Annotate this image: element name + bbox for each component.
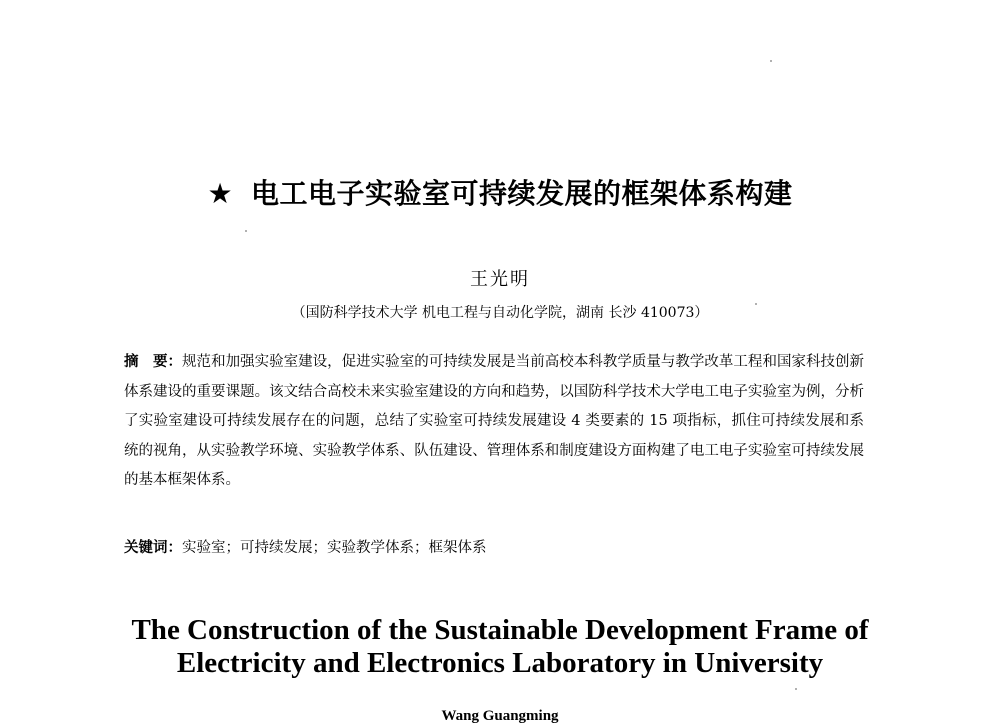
english-author: Wang Guangming [441, 708, 559, 724]
english-title [0, 614, 1000, 680]
scan-speck [770, 60, 772, 62]
abstract-text: 规范和加强实验室建设，促进实验室的可持续发展是当前高校本科教学质量与教学改革工程和国家科技创新体系建设的重要课题。该文结合高校未来实验室建设的方向和趋势，以国防科学技术大学电工电子实验室为例，分析了实验室建设可持续发展存在的问题，总结了实验室可持续发展建设 4 类要素的 15 项指标，抓住可持续发展和系统的视角，从实验教学环境、实验教学体系、队伍建设、管理体系和制度建设方面构建了电工电子实验室可持续发展的基本框架体系。 [124, 354, 865, 488]
chinese-title-text: 电工电子实验室可持续发展的框架体系构建 [251, 177, 793, 210]
abstract-paragraph [124, 348, 864, 496]
scan-speck [755, 303, 757, 305]
keywords-line [124, 536, 864, 557]
english-title-line1: The Construction of the Sustainable Development Frame of [131, 614, 869, 646]
keywords-text: 实验室；可持续发展；实验教学体系；框架体系 [182, 540, 487, 556]
chinese-title [0, 172, 1000, 212]
star-icon: ★ [207, 177, 234, 210]
scan-speck [245, 230, 247, 232]
scan-speck [795, 688, 797, 690]
chinese-author: 王光明 [470, 269, 530, 290]
keywords-label: 关键词： [124, 540, 182, 556]
abstract-label: 摘 要： [124, 354, 183, 370]
english-title-line2: Electricity and Electronics Laboratory in University [176, 647, 824, 679]
chinese-affiliation: （国防科学技术大学 机电工程与自动化学院，湖南 长沙 410073） [291, 305, 709, 321]
